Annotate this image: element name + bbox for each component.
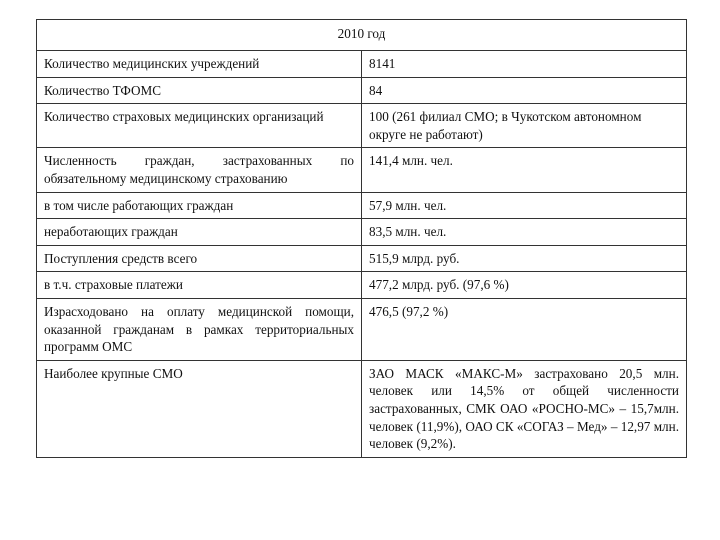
row-value-nonworking-citizens: 83,5 млн. чел. — [362, 219, 687, 246]
table-row — [37, 104, 687, 148]
row-value-medical-institutions: 8141 — [362, 51, 687, 78]
table-row — [37, 360, 687, 457]
row-value-tfoms-count: 84 — [362, 77, 687, 104]
table-row — [37, 51, 687, 78]
table-row — [37, 219, 687, 246]
table-header-row — [37, 20, 687, 51]
row-label-largest-smo: Наиболее крупные СМО — [37, 360, 362, 457]
row-value-insurance-payments: 477,2 млрд. руб. (97,6 %) — [362, 272, 687, 299]
row-label-insurance-orgs: Количество страховых медицинских организаций — [37, 104, 362, 148]
table-row — [37, 148, 687, 192]
table-row — [37, 77, 687, 104]
table-row — [37, 192, 687, 219]
row-value-insurance-orgs: 100 (261 филиал СМО; в Чукотском автономном округе не работают) — [362, 104, 687, 148]
row-label-medical-care-spending: Израсходовано на оплату медицинской помощи, оказанной гражданам в рамках территориальных программ ОМС — [37, 298, 362, 360]
row-label-tfoms-count: Количество ТФОМС — [37, 77, 362, 104]
table-row — [37, 272, 687, 299]
row-label-working-citizens: в том числе работающих граждан — [37, 192, 362, 219]
row-value-total-revenue: 515,9 млрд. руб. — [362, 245, 687, 272]
row-label-medical-institutions: Количество медицинских учреждений — [37, 51, 362, 78]
row-value-working-citizens: 57,9 млн. чел. — [362, 192, 687, 219]
oms-statistics-table — [36, 19, 687, 458]
row-label-insurance-payments: в т.ч. страховые платежи — [37, 272, 362, 299]
row-value-medical-care-spending: 476,5 (97,2 %) — [362, 298, 687, 360]
row-value-largest-smo: ЗАО МАСК «МАКС-М» застраховано 20,5 млн. человек или 14,5% от общей численности застрахованных, СМК ОАО «РОСНО-МС» – 15,7млн. человек (11,9%), ОАО СК «СОГАЗ – Мед» – 12,97 млн. человек (9,2%). — [362, 360, 687, 457]
row-label-total-revenue: Поступления средств всего — [37, 245, 362, 272]
row-label-nonworking-citizens: неработающих граждан — [37, 219, 362, 246]
table-row — [37, 245, 687, 272]
table-header-year: 2010 год — [37, 20, 687, 51]
table-row — [37, 298, 687, 360]
row-label-insured-citizens: Численность граждан, застрахованных по обязательному медицинскому страхованию — [37, 148, 362, 192]
row-value-insured-citizens: 141,4 млн. чел. — [362, 148, 687, 192]
